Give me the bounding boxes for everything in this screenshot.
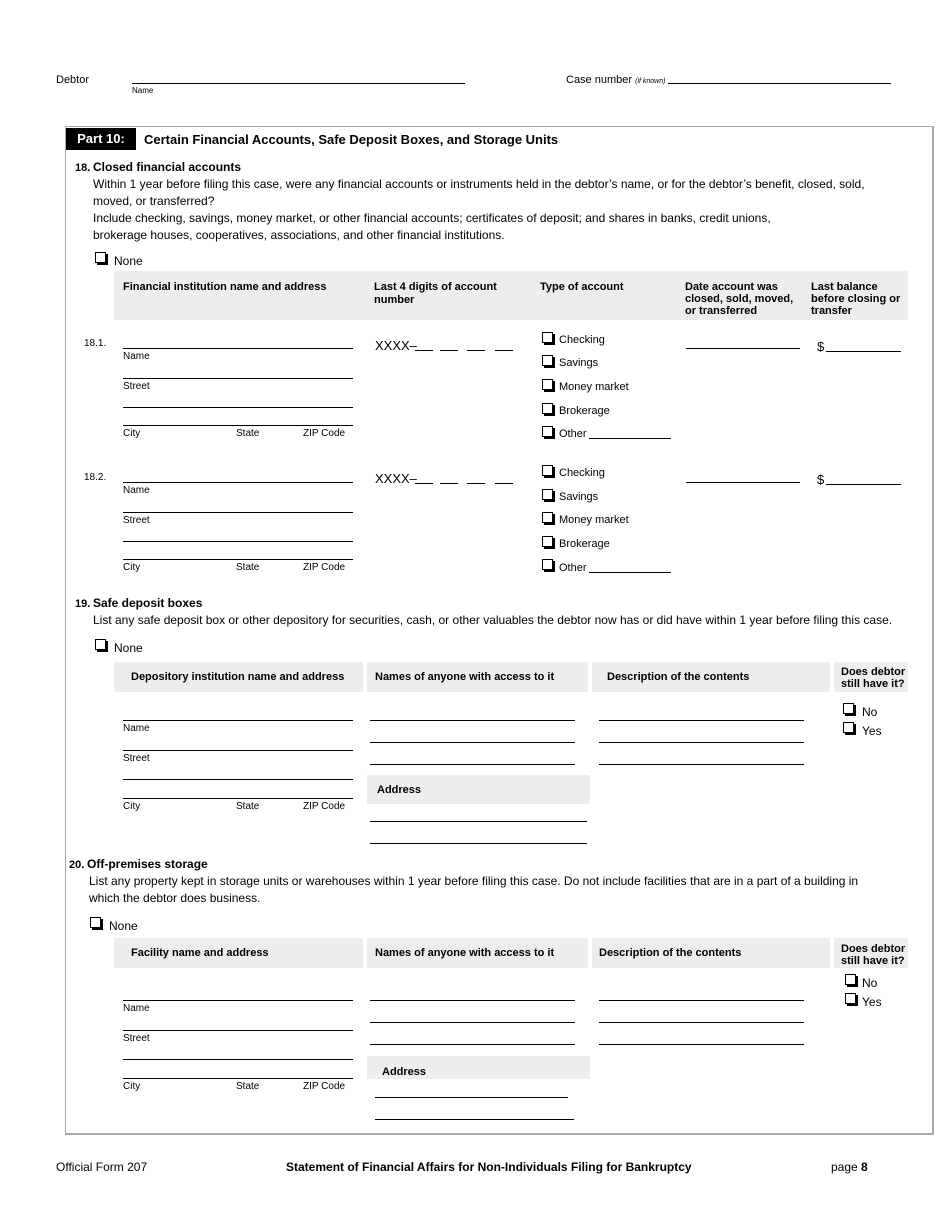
checking-checkbox[interactable] [542,465,553,476]
access-name-field[interactable] [370,1022,575,1023]
access-address-field[interactable] [375,1097,568,1098]
still-have-yes-label: Yes [862,995,882,1009]
contents-field[interactable] [599,1000,804,1001]
q18-number: 18. [75,162,91,174]
q19-title: Safe deposit boxes [93,596,203,610]
city-state-zip-field[interactable] [123,1078,353,1079]
dollar-sign: $ [817,339,825,354]
name-label: Name [123,723,150,734]
street-label: Street [123,515,150,526]
city-label: City [123,428,141,439]
name-label: Name [123,351,150,362]
date-field[interactable] [686,348,800,349]
digit-field[interactable] [415,483,433,484]
other-label: Other [559,562,587,574]
name-field[interactable] [123,348,353,349]
balance-field[interactable] [826,484,901,485]
brokerage-label: Brokerage [559,405,610,417]
city-label: City [123,801,141,812]
access-name-field[interactable] [370,764,575,765]
contents-field[interactable] [599,742,804,743]
still-have-yes-label: Yes [862,724,882,738]
street-label: Street [123,381,150,392]
q20-text: List any property kept in storage units or warehouses within 1 year before filing this case. Do not include facilities that are in a part of a building in which the debtor does business. [89,874,859,905]
still-have-no-label: No [862,705,878,719]
state-label: State [236,562,260,573]
street-field-2[interactable] [123,407,353,408]
q20-number: 20. [69,859,85,871]
q19-address-header: Address [377,784,422,796]
footer-title: Statement of Financial Affairs for Non-Individuals Filing for Bankruptcy [286,1160,692,1174]
other-field[interactable] [589,572,671,573]
street-label: Street [123,1033,150,1044]
other-label: Other [559,428,587,440]
street-field[interactable] [123,750,353,751]
checking-label: Checking [559,467,605,479]
q18-text: Within 1 year before filing this case, were any financial accounts or instruments held in the debtor’s name, or for the debtor’s benefit, closed, sold, moved, or transferred? Include checking, savings, money market, or other financial accounts; certificates of deposit; and shares in banks, credit unions, brokerage houses, cooperatives, associations, and other financial institutions. [93,177,865,242]
debtor-label: Debtor [56,74,90,86]
city-label: City [123,562,141,573]
q18-col-type: Type of account [540,281,624,293]
street-field[interactable] [123,512,353,513]
state-label: State [236,428,260,439]
part-title: Certain Financial Accounts, Safe Deposit Boxes, and Storage Units [144,132,559,147]
digit-field[interactable] [440,350,458,351]
zip-label: ZIP Code [303,1081,346,1092]
row-number: 18.2. [84,472,107,483]
q19-col-still: Does debtor still have it? [841,666,906,690]
digit-field[interactable] [495,350,513,351]
savings-checkbox[interactable] [542,355,553,366]
other-checkbox[interactable] [542,426,553,437]
zip-label: ZIP Code [303,801,346,812]
still-have-no-checkbox[interactable] [843,703,854,714]
access-name-field[interactable] [370,1044,575,1045]
money-market-checkbox[interactable] [542,512,553,523]
savings-checkbox[interactable] [542,489,553,500]
access-address-field[interactable] [370,843,587,844]
account-prefix: XXXX– [375,338,417,353]
date-field[interactable] [686,482,800,483]
q20-none-label: None [109,919,138,933]
digit-field[interactable] [440,483,458,484]
q19-text: List any safe deposit box or other depository for securities, cash, or other valuables the debtor now has or did have within 1 year before filing this case. [93,613,893,627]
access-name-field[interactable] [370,742,575,743]
street-field-2[interactable] [123,541,353,542]
contents-field[interactable] [599,720,804,721]
brokerage-checkbox[interactable] [542,403,553,414]
still-have-yes-checkbox[interactable] [845,993,856,1004]
q19-number: 19. [75,598,91,610]
name-field[interactable] [123,482,353,483]
street-field[interactable] [123,378,353,379]
digit-field[interactable] [467,483,485,484]
brokerage-label: Brokerage [559,538,610,550]
name-field[interactable] [123,1000,353,1001]
money-market-label: Money market [559,381,629,393]
dollar-sign: $ [817,472,825,487]
digit-field[interactable] [495,483,513,484]
q20-col-contents: Description of the contents [599,947,742,959]
city-state-zip-field[interactable] [123,559,353,560]
name-field[interactable] [123,720,353,721]
q18-col-last4: Last 4 digits of account number [374,281,497,306]
other-checkbox[interactable] [542,559,553,570]
access-address-field[interactable] [375,1119,574,1120]
city-state-zip-field[interactable] [123,425,353,426]
other-field[interactable] [589,438,671,439]
money-market-label: Money market [559,514,629,526]
name-caption: Name [132,86,154,95]
q20-address-header: Address [382,1066,427,1078]
access-name-field[interactable] [370,1000,575,1001]
access-address-field[interactable] [370,821,587,822]
q19-col-contents: Description of the contents [607,671,750,683]
street-label: Street [123,753,150,764]
q19-col-institution: Depository institution name and address [131,671,345,683]
footer-form-name: Official Form 207 [56,1160,148,1174]
case-number-label: Case number (if known) [566,74,666,86]
state-label: State [236,1081,260,1092]
savings-label: Savings [559,491,599,503]
name-label: Name [123,1003,150,1014]
q20-col-access: Names of anyone with access to it [375,947,555,959]
still-have-yes-checkbox[interactable] [843,722,854,733]
q20-col-facility: Facility name and address [131,947,269,959]
q18-col-institution: Financial institution name and address [123,281,327,293]
row-number: 18.1. [84,338,107,349]
contents-field[interactable] [599,1022,804,1023]
zip-label: ZIP Code [303,428,346,439]
street-field-2[interactable] [123,779,353,780]
state-label: State [236,801,260,812]
still-have-no-label: No [862,976,878,990]
street-field[interactable] [123,1030,353,1031]
account-prefix: XXXX– [375,471,417,486]
part-tag: Part 10: [66,128,136,150]
access-name-field[interactable] [370,720,575,721]
still-have-no-checkbox[interactable] [845,974,856,985]
q18-none-checkbox[interactable] [95,252,106,263]
contents-field[interactable] [599,764,804,765]
q18-col-balance: Last balance before closing or transfer [811,281,901,317]
name-label: Name [123,485,150,496]
city-label: City [123,1081,141,1092]
brokerage-checkbox[interactable] [542,536,553,547]
zip-label: ZIP Code [303,562,346,573]
balance-field[interactable] [826,351,901,352]
q19-none-label: None [114,641,143,655]
q20-none-checkbox[interactable] [90,917,101,928]
money-market-checkbox[interactable] [542,379,553,390]
q18-col-date: Date account was closed, sold, moved, or transferred [685,281,794,317]
debtor-name-field[interactable] [132,83,465,84]
footer-page: page 8 [831,1160,868,1174]
checking-checkbox[interactable] [542,332,553,343]
q18-none-label: None [114,254,143,268]
q19-none-checkbox[interactable] [95,639,106,650]
digit-field[interactable] [415,350,433,351]
q20-title: Off-premises storage [87,857,208,871]
digit-field[interactable] [467,350,485,351]
q19-col-access: Names of anyone with access to it [375,671,555,683]
checking-label: Checking [559,334,605,346]
contents-field[interactable] [599,1044,804,1045]
city-state-zip-field[interactable] [123,798,353,799]
case-number-field[interactable] [668,83,891,84]
street-field-2[interactable] [123,1059,353,1060]
savings-label: Savings [559,357,599,369]
q18-title: Closed financial accounts [93,160,242,174]
q20-col-still: Does debtor still have it? [841,943,906,967]
